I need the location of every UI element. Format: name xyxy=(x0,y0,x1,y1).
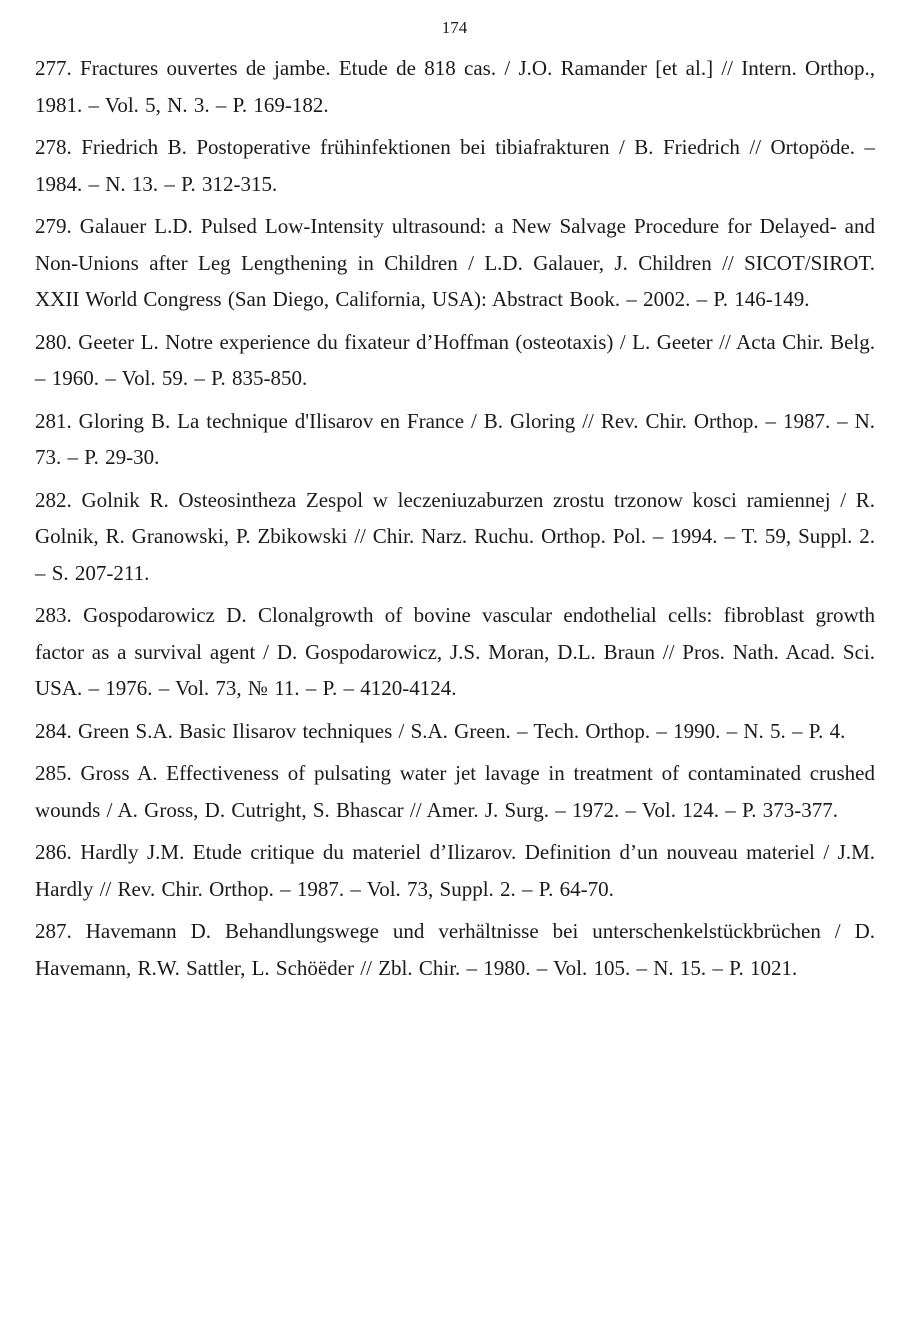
reference-283: 283. Gospodarowicz D. Clonalgrowth of bovine vascular endothelial cells: fibroblast growth factor as a survival agent / D. Gospodarowicz, J.S. Moran, D.L. Braun // Pros. Nath. Acad. Sci. USA. – 1976. – Vol. 73, № 11. – P. – 4120-4124. xyxy=(35,603,875,700)
reference-278: 278. Friedrich B. Postoperative frühinfektionen bei tibiafrakturen / B. Friedrich // Ortopöde. – 1984. – N. 13. – P. 312-315. xyxy=(35,135,875,196)
reference-281: 281. Gloring B. La technique d'Ilisarov en France / B. Gloring // Rev. Chir. Orthop. – 1987. – N. 73. – P. 29-30. xyxy=(35,408,875,469)
reference-286: 286. Hardly J.M. Etude critique du materiel d’Ilizarov. Definition d’un nouveau materiel / J.M. Hardly // Rev. Chir. Orthop. – 1987. – Vol. 73, Suppl. 2. – P. 64-70. xyxy=(35,840,875,901)
reference-282: 282. Golnik R. Osteosintheza Zespol w leczeniuzaburzen zrostu trzonow kosci ramiennej / R. Golnik, R. Granowski, P. Zbikowski // Chir. Narz. Ruchu. Orthop. Pol. – 1994. – T. 59, Suppl. 2. – S. 207-211. xyxy=(35,487,875,585)
reference-list xyxy=(35,50,875,992)
reference-280: 280. Geeter L. Notre experience du fixateur d’Hoffman (osteotaxis) / L. Geeter // Acta Chir. Belg. – 1960. – Vol. 59. – P. 835-850. xyxy=(35,329,875,390)
reference-285: 285. Gross A. Effectiveness of pulsating water jet lavage in treatment of contaminated crushed wounds / A. Gross, D. Cutright, S. Bhascar // Amer. J. Surg. – 1972. – Vol. 124. – P. 373-377. xyxy=(35,761,875,822)
page-number: 174 xyxy=(441,18,468,37)
reference-284: 284. Green S.A. Basic Ilisarov techniques / S.A. Green. – Tech. Orthop. – 1990. – N. 5. – P. 4. xyxy=(35,718,846,743)
reference-277: 277. Fractures ouvertes de jambe. Etude de 818 cas. / J.O. Ramander [et al.] // Intern. Orthop., 1981. – Vol. 5, N. 3. – P. 169-182. xyxy=(35,56,875,117)
reference-287: 287. Havemann D. Behandlungswege und verhältnisse bei unterschenkelstückbrüchen / D. Havemann, R.W. Sattler, L. Schöëder // Zbl. Chir. – 1980. – Vol. 105. – N. 15. – P. 1021. xyxy=(35,919,875,980)
reference-279: 279. Galauer L.D. Pulsed Low-Intensity ultrasound: a New Salvage Procedure for Delayed- and Non-Unions after Leg Lengthening in Children / L.D. Galauer, J. Children // SICOT/SIROT. XXII World Congress (San Diego, California, USA): Abstract Book. – 2002. – P. 146-149. xyxy=(35,214,875,311)
